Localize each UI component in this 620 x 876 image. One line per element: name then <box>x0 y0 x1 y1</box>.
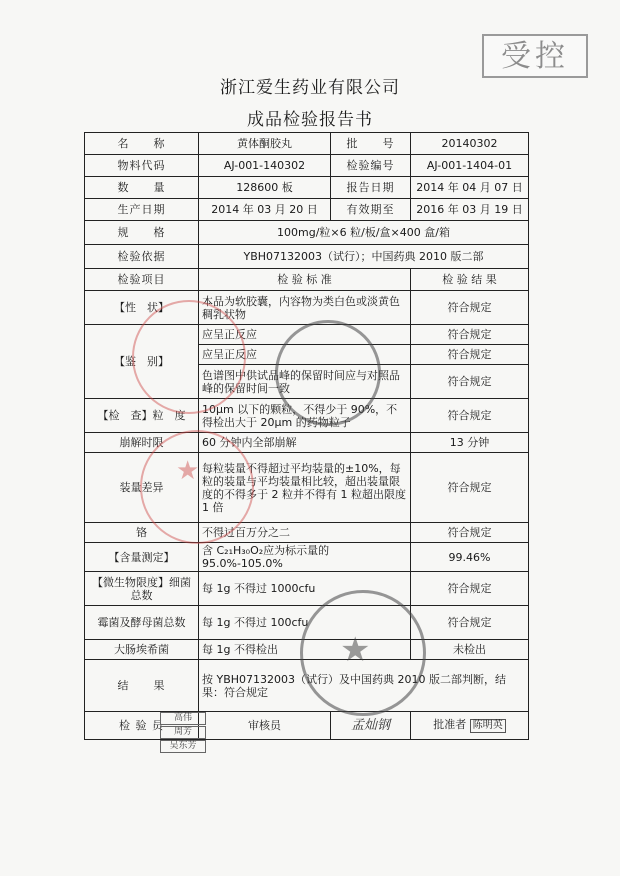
microbial-bacteria-result: 符合规定 <box>411 572 529 606</box>
impurity-result: 符合规定 <box>411 523 529 543</box>
reviewer-label: 审核员 <box>248 719 281 732</box>
row-microbial-mold <box>85 606 529 640</box>
appearance-result: 符合规定 <box>411 291 529 325</box>
row-weight-variation <box>85 453 529 523</box>
row-production <box>85 199 529 221</box>
row-appearance <box>85 291 529 325</box>
col-standard-header: 检 验 标 准 <box>199 269 411 291</box>
row-impurity <box>85 523 529 543</box>
weight-variation-result: 符合规定 <box>411 453 529 523</box>
row-material <box>85 155 529 177</box>
impurity-standard: 不得过百万分之二 <box>199 523 411 543</box>
row-assay <box>85 543 529 572</box>
basis-value: YBH07132003（试行）；中国药典 2010 版二部 <box>199 245 529 269</box>
reviewer-signature: 孟灿钢 <box>350 718 390 733</box>
inspector-stamp-3: 吴东芳 <box>160 740 206 753</box>
report-title: 成品检验报告书 <box>247 110 373 130</box>
batch-value: 20140302 <box>411 133 529 155</box>
approver-label: 批准者 <box>433 718 467 731</box>
basis-label: 检验依据 <box>85 245 199 269</box>
microbial-bacteria-item: 【微生物限度】细菌总数 <box>85 572 199 606</box>
approver-cell <box>411 712 529 740</box>
disintegration-item: 崩解时限 <box>85 433 199 453</box>
spec-value: 100mg/粒×6 粒/板/盒×400 盒/箱 <box>199 221 529 245</box>
identification-result-1: 符合规定 <box>411 325 529 345</box>
microbial-bacteria-standard: 每 1g 不得过 1000cfu <box>199 572 411 606</box>
report-date-value: 2014 年 04 月 07 日 <box>411 177 529 199</box>
row-microbial-bacteria <box>85 572 529 606</box>
inspector-stamps <box>160 712 206 754</box>
row-disintegration <box>85 433 529 453</box>
quantity-value: 128600 板 <box>199 177 331 199</box>
ecoli-item: 大肠埃希菌 <box>85 640 199 660</box>
inspector-stamp-2: 周芳 <box>160 726 206 739</box>
identification-result-3: 符合规定 <box>411 365 529 399</box>
microbial-mold-item: 霉菌及酵母菌总数 <box>85 606 199 640</box>
identification-item: 【鉴 别】 <box>85 325 199 399</box>
name-value: 黄体酮胶丸 <box>199 133 331 155</box>
production-date-value: 2014 年 03 月 20 日 <box>199 199 331 221</box>
assay-item: 【含量测定】 <box>85 543 199 572</box>
conclusion-label: 结 果 <box>85 660 199 712</box>
row-spec <box>85 221 529 245</box>
approver-stamp: 陈明英 <box>470 719 506 733</box>
identification-standard-3: 色谱图中供试品峰的保留时间应与对照品峰的保留时间一致 <box>199 365 411 399</box>
assay-result: 99.46% <box>411 543 529 572</box>
weight-variation-item: 装量差异 <box>85 453 199 523</box>
row-quantity <box>85 177 529 199</box>
name-label: 名 称 <box>85 133 199 155</box>
material-code-label: 物料代码 <box>85 155 199 177</box>
identification-result-2: 符合规定 <box>411 345 529 365</box>
conclusion-text: 按 YBH07132003（试行）及中国药典 2010 版二部判断，结果：符合规定 <box>199 660 529 712</box>
identification-standard-2: 应呈正反应 <box>199 345 411 365</box>
disintegration-result: 13 分钟 <box>411 433 529 453</box>
reviewer-signature-cell <box>331 712 411 740</box>
row-signatures <box>85 712 529 740</box>
controlled-copy-stamp: 受控 <box>482 34 588 78</box>
test-no-label: 检验编号 <box>331 155 411 177</box>
particle-result: 符合规定 <box>411 399 529 433</box>
expiry-value: 2016 年 03 月 19 日 <box>411 199 529 221</box>
red-seal-star-icon: ★ <box>176 456 200 486</box>
inspector-label: 检 验 员 <box>119 719 164 732</box>
row-columns <box>85 269 529 291</box>
particle-standard: 10μm 以下的颗粒，不得少于 90%，不得检出大于 20μm 的药物粒子 <box>199 399 411 433</box>
row-identification-1 <box>85 325 529 345</box>
row-particle <box>85 399 529 433</box>
inspector-stamp-1: 高伟 <box>160 712 206 725</box>
company-seal-star-icon: ★ <box>340 630 371 670</box>
col-result-header: 检 验 结 果 <box>411 269 529 291</box>
row-conclusion <box>85 660 529 712</box>
row-basis <box>85 245 529 269</box>
row-ecoli <box>85 640 529 660</box>
ecoli-standard: 每 1g 不得检出 <box>199 640 411 660</box>
particle-item: 【检 查】粒 度 <box>85 399 199 433</box>
assay-standard: 含 C₂₁H₃₀O₂应为标示量的 95.0%-105.0% <box>199 543 411 572</box>
microbial-mold-result: 符合规定 <box>411 606 529 640</box>
company-name: 浙江爱生药业有限公司 <box>220 78 400 98</box>
disintegration-standard: 60 分钟内全部崩解 <box>199 433 411 453</box>
batch-label: 批 号 <box>331 133 411 155</box>
expiry-label: 有效期至 <box>331 199 411 221</box>
weight-variation-standard: 每粒装量不得超过平均装量的±10%，每粒的装量与平均装量相比较，超出装量限度的不得多于 2 粒并不得有 1 粒超出限度 1 倍 <box>199 453 411 523</box>
microbial-mold-standard: 每 1g 不得过 100cfu <box>199 606 411 640</box>
identification-standard-1: 应呈正反应 <box>199 325 411 345</box>
row-name <box>85 133 529 155</box>
test-no-value: AJ-001-1404-01 <box>411 155 529 177</box>
ecoli-result: 未检出 <box>411 640 529 660</box>
spec-label: 规 格 <box>85 221 199 245</box>
impurity-item: 铬 <box>85 523 199 543</box>
reviewer-cell <box>199 712 331 740</box>
production-date-label: 生产日期 <box>85 199 199 221</box>
report-date-label: 报告日期 <box>331 177 411 199</box>
quantity-label: 数 量 <box>85 177 199 199</box>
material-code-value: AJ-001-140302 <box>199 155 331 177</box>
col-item-header: 检验项目 <box>85 269 199 291</box>
appearance-item: 【性 状】 <box>85 291 199 325</box>
inspection-table <box>84 132 529 740</box>
appearance-standard: 本品为软胶囊，内容物为类白色或淡黄色稠乳状物 <box>199 291 411 325</box>
